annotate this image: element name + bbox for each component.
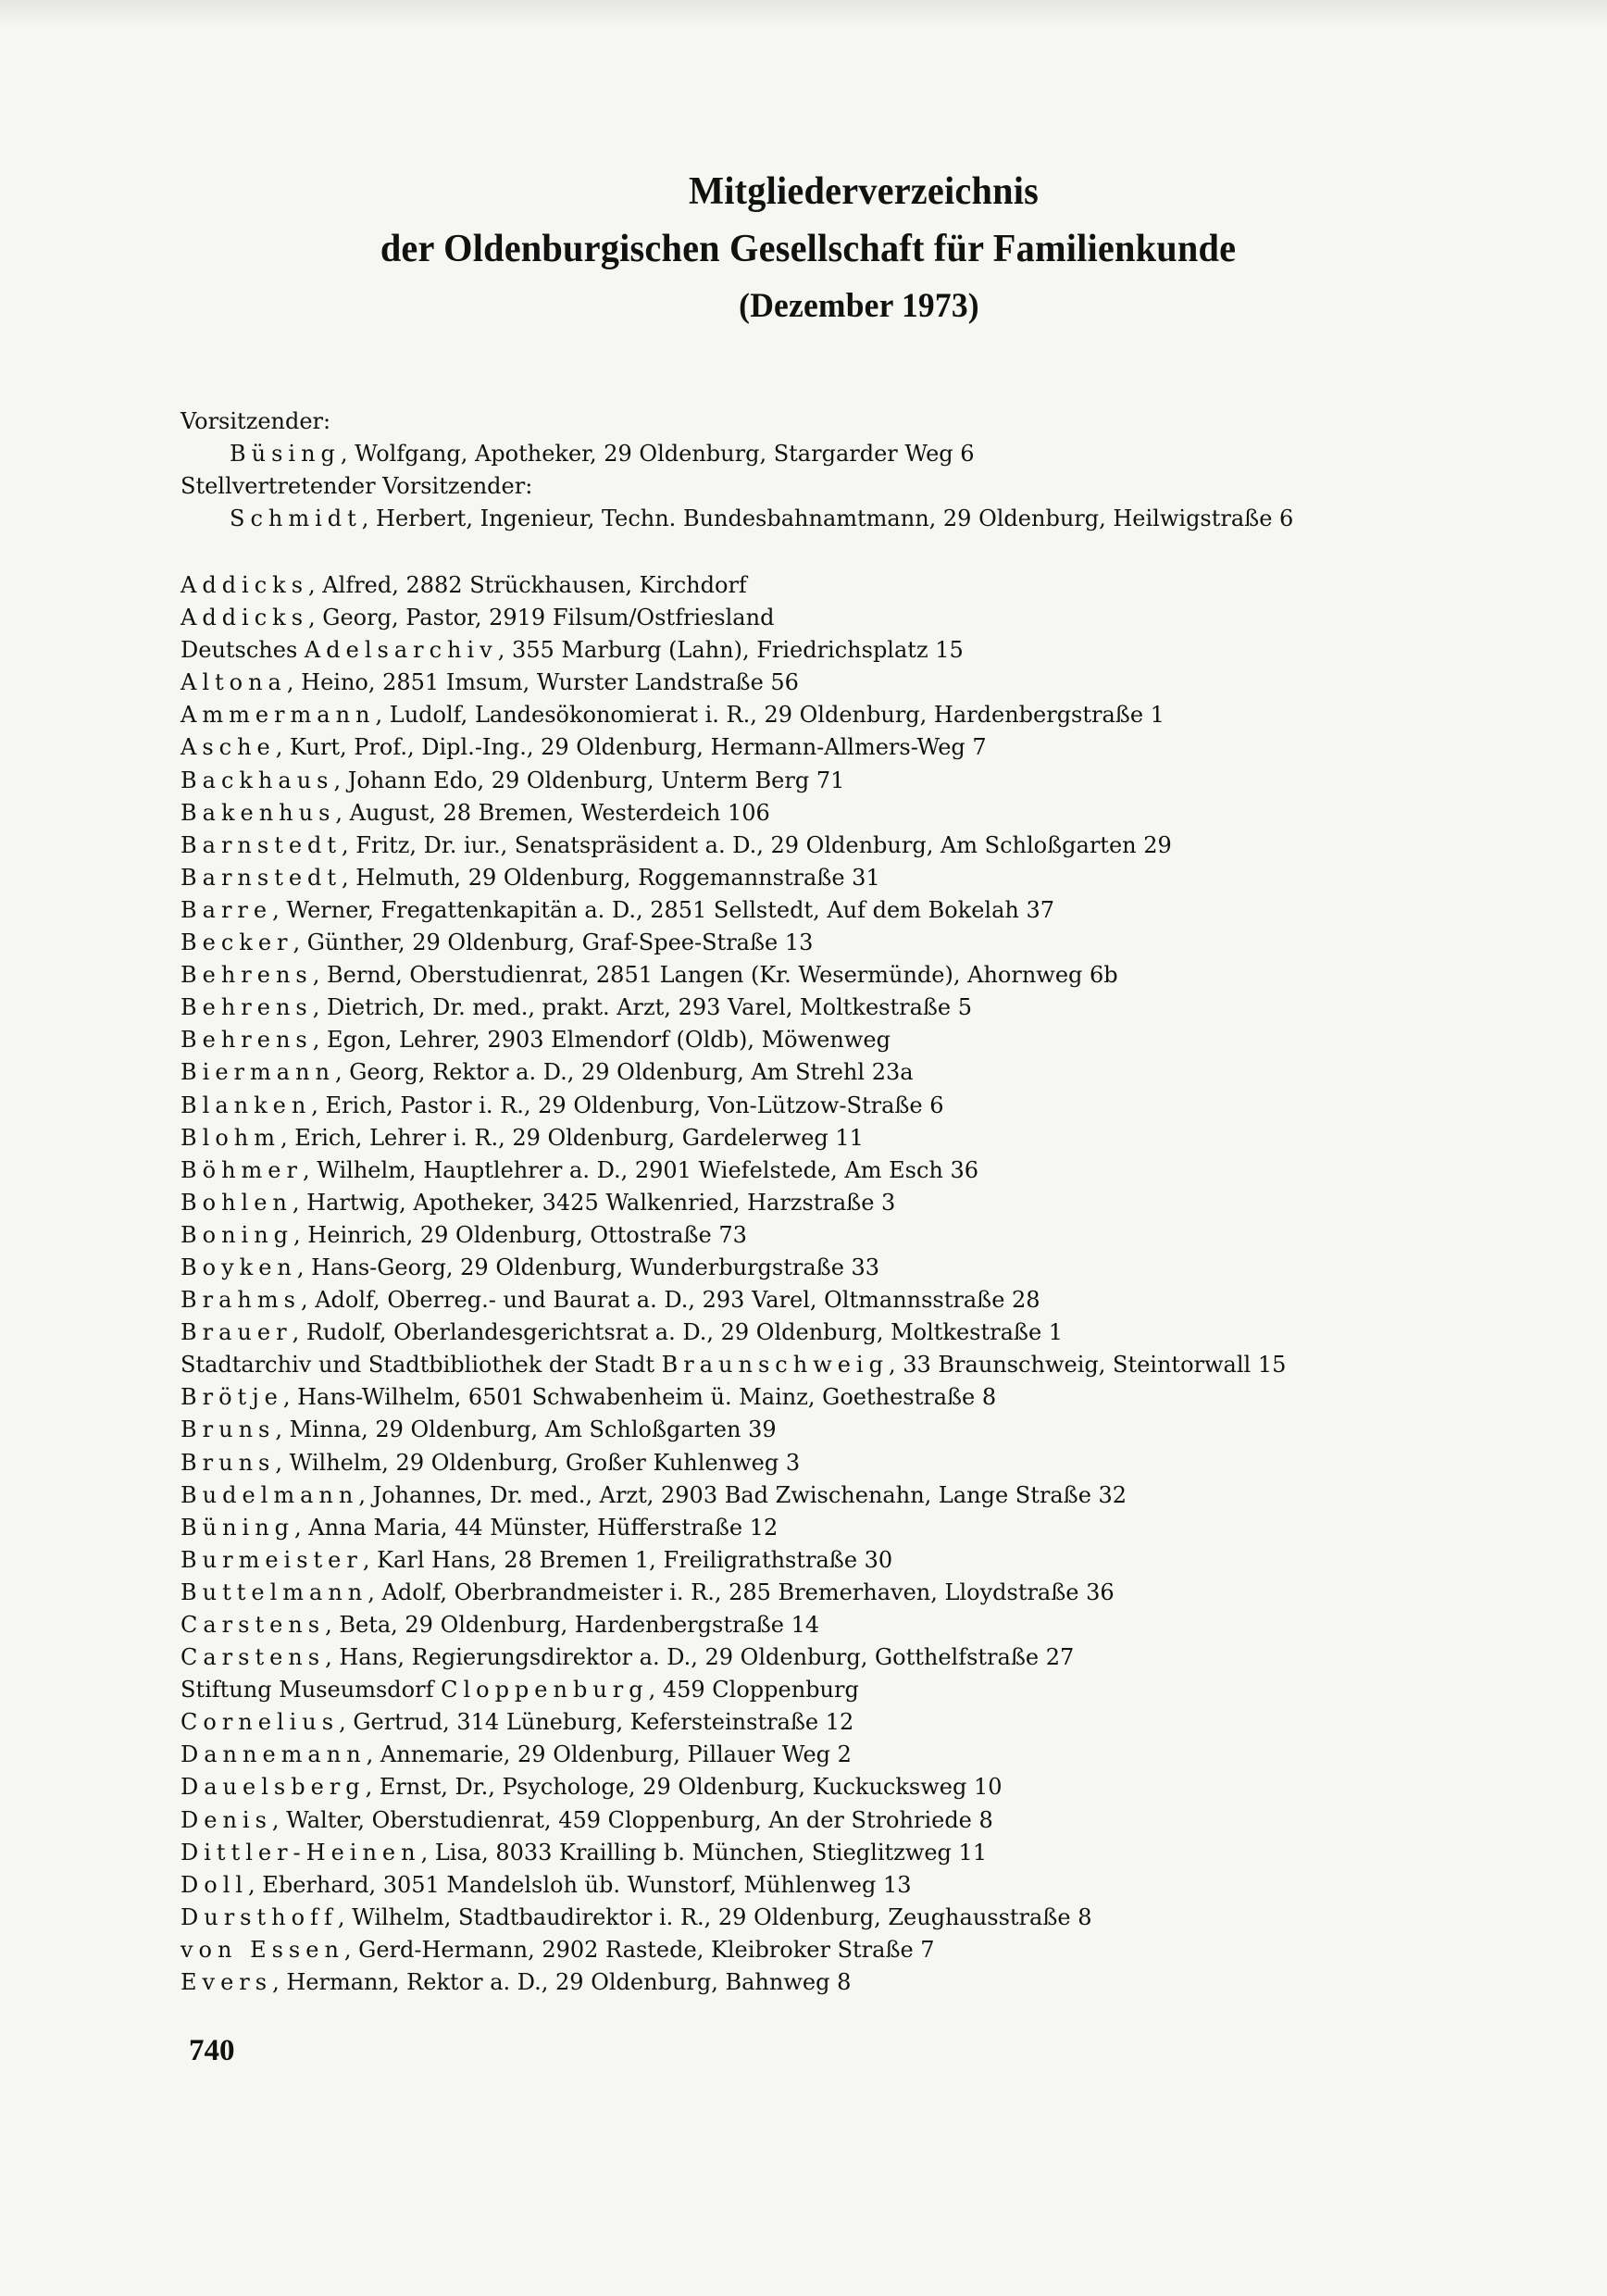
member-surname: Büning [181, 1514, 295, 1541]
member-details: , Ernst, Dr., Psychologe, 29 Oldenburg, Kuckucksweg 10 [365, 1774, 1003, 1801]
title-block [0, 163, 1607, 335]
member-entry [181, 1641, 1476, 1674]
member-entry [181, 765, 1476, 797]
member-surname: Bruns [181, 1449, 276, 1476]
member-surname: Carstens [181, 1644, 326, 1671]
member-entry [181, 1804, 1476, 1837]
member-details: , Gerd-Hermann, 2902 Rastede, Kleibroker Straße 7 [343, 1936, 935, 1963]
member-surname: Addicks [181, 605, 309, 631]
member-details: , Minna, 29 Oldenburg, Am Schloßgarten 39 [275, 1416, 777, 1443]
member-surname: Addicks [181, 572, 309, 598]
member-details: , Anna Maria, 44 Münster, Hüfferstraße 12 [294, 1514, 779, 1541]
member-details: , Lisa, 8033 Krailling b. München, Stieglitzweg 11 [420, 1839, 988, 1866]
member-details: , Bernd, Oberstudienrat, 2851 Langen (Kr. Wesermünde), Ahornweg 6b [312, 962, 1118, 989]
title-line-3: (Dezember 1973) [739, 287, 979, 325]
member-prefix: Deutsches [181, 637, 305, 664]
member-entry [181, 1577, 1476, 1609]
member-details: , Heino, 2851 Imsum, Wurster Landstraße 56 [286, 669, 799, 696]
member-surname: Dursthoff [181, 1903, 338, 1930]
member-surname: von Essen [181, 1936, 344, 1963]
member-surname: Brötje [181, 1384, 283, 1411]
member-details: , Gertrud, 314 Lüneburg, Kefersteinstraße 12 [339, 1709, 854, 1736]
member-details: , Egon, Lehrer, 2903 Elmendorf (Oldb), Möwenweg [312, 1027, 891, 1054]
member-surname: Denis [181, 1806, 272, 1833]
member-entry [181, 731, 1476, 764]
member-entry [181, 1934, 1476, 1966]
member-details: , Hans-Georg, 29 Oldenburg, Wunderburgstraße 33 [296, 1254, 880, 1280]
member-details: , Kurt, Prof., Dipl.-Ing., 29 Oldenburg, Hermann-Allmers-Weg 7 [275, 734, 987, 761]
member-entry [181, 1414, 1476, 1446]
member-entry [181, 1090, 1476, 1122]
officer-heading: Vorsitzender: [181, 408, 331, 434]
member-entry [181, 992, 1476, 1024]
member-surname: Adelsarchiv [304, 637, 498, 664]
member-details: , Günther, 29 Oldenburg, Graf-Spee-Straße 13 [293, 930, 814, 956]
member-entry [181, 830, 1476, 862]
member-details: , Hermann, Rektor a. D., 29 Oldenburg, Bahnweg 8 [272, 1969, 852, 1996]
member-entry [181, 1024, 1476, 1056]
member-entry [181, 1187, 1476, 1219]
member-surname: Barnstedt [181, 864, 343, 891]
member-details: , Karl Hans, 28 Bremen 1, Freiligrathstraße 30 [362, 1546, 893, 1573]
title-line-2: der Oldenburgischen Gesellschaft für Familienkunde [380, 228, 1237, 270]
member-entry [181, 699, 1476, 731]
member-surname: Behrens [181, 994, 313, 1021]
member-details: , Alfred, 2882 Strückhausen, Kirchdorf [308, 572, 747, 598]
member-surname: Behrens [181, 962, 313, 989]
member-surname: Blohm [181, 1124, 280, 1151]
member-entry [181, 1609, 1476, 1641]
member-surname: Bohlen [181, 1189, 293, 1216]
member-entry [181, 1056, 1476, 1089]
officer-row [181, 470, 1476, 503]
member-surname: Bakenhus [181, 799, 336, 826]
member-details: , Wilhelm, 29 Oldenburg, Großer Kuhlenweg 3 [275, 1449, 801, 1476]
member-prefix: Stiftung Museumsdorf [181, 1677, 442, 1703]
member-details: , 459 Cloppenburg [648, 1677, 859, 1703]
member-entry [181, 1837, 1476, 1869]
member-entry [181, 1674, 1476, 1706]
member-details: , Heinrich, 29 Oldenburg, Ottostraße 73 [293, 1221, 747, 1248]
member-details: , Fritz, Dr. iur., Senatspräsident a. D., 29 Oldenburg, Am Schloßgarten 29 [342, 831, 1172, 858]
member-details: , Beta, 29 Oldenburg, Hardenbergstraße 14 [325, 1612, 820, 1638]
member-surname: Blanken [181, 1092, 312, 1118]
member-details: , Ludolf, Landesökonomierat i. R., 29 Oldenburg, Hardenbergstraße 1 [375, 702, 1165, 729]
member-details: , Wilhelm, Hauptlehrer a. D., 2901 Wiefelstede, Am Esch 36 [302, 1156, 979, 1183]
member-details: , Hans, Regierungsdirektor a. D., 29 Oldenburg, Gotthelfstraße 27 [325, 1644, 1075, 1671]
member-surname: Burmeister [181, 1546, 363, 1573]
member-details: , Annemarie, 29 Oldenburg, Pillauer Weg 2 [366, 1741, 852, 1768]
member-surname: Dannemann [181, 1741, 367, 1768]
member-surname: Barre [181, 896, 273, 923]
member-details: , Rudolf, Oberlandesgerichtsrat a. D., 29 Oldenburg, Moltkestraße 1 [292, 1319, 1064, 1346]
member-details: , Hartwig, Apotheker, 3425 Walkenried, Harzstraße 3 [292, 1189, 896, 1216]
officer-surname: Büsing [230, 441, 341, 467]
officers-list [181, 406, 1476, 535]
member-entry [181, 1284, 1476, 1316]
member-details: , Erich, Lehrer i. R., 29 Oldenburg, Gardelerweg 11 [280, 1124, 864, 1151]
member-entry [181, 927, 1476, 959]
member-surname: Ammermann [181, 702, 376, 729]
member-surname: Buttelmann [181, 1578, 368, 1605]
members-list [181, 569, 1476, 1999]
member-entry [181, 602, 1476, 634]
page-number: 740 [189, 2034, 235, 2067]
member-entry [181, 569, 1476, 602]
member-details: , Dietrich, Dr. med., prakt. Arzt, 293 Varel, Moltkestraße 5 [312, 994, 973, 1021]
member-surname: Budelmann [181, 1481, 359, 1508]
member-surname: Boyken [181, 1254, 297, 1280]
member-entry [181, 862, 1476, 894]
member-surname: Evers [181, 1969, 273, 1996]
officer-heading: Stellvertretender Vorsitzender: [181, 473, 533, 499]
member-details: , 355 Marburg (Lahn), Friedrichsplatz 15 [497, 637, 964, 664]
member-surname: Biermann [181, 1059, 335, 1086]
member-entry [181, 1447, 1476, 1479]
officer-row [181, 438, 1476, 470]
member-surname: Dauelsberg [181, 1774, 366, 1801]
member-details: , Johann Edo, 29 Oldenburg, Unterm Berg 71 [333, 767, 845, 793]
member-entry [181, 1739, 1476, 1771]
member-surname: Brauer [181, 1319, 293, 1346]
member-surname: Braunschweig [661, 1352, 889, 1379]
member-entry [181, 1154, 1476, 1187]
member-entry [181, 1512, 1476, 1544]
member-details: , Wilhelm, Stadtbaudirektor i. R., 29 Oldenburg, Zeughausstraße 8 [337, 1903, 1092, 1930]
member-entry [181, 1479, 1476, 1512]
member-details: , Georg, Rektor a. D., 29 Oldenburg, Am Strehl 23a [334, 1059, 914, 1086]
member-entry [181, 1706, 1476, 1739]
member-surname: Backhaus [181, 767, 334, 793]
member-entry [181, 797, 1476, 830]
member-surname: Asche [181, 734, 276, 761]
member-details: , Eberhard, 3051 Mandelsloh üb. Wunstorf, Mühlenweg 13 [248, 1871, 912, 1898]
member-entry [181, 1771, 1476, 1803]
member-surname: Carstens [181, 1612, 326, 1638]
officer-row [181, 406, 1476, 438]
member-surname: Barnstedt [181, 831, 343, 858]
member-entry [181, 1869, 1476, 1902]
member-entry [181, 1902, 1476, 1934]
member-details: , August, 28 Bremen, Westerdeich 106 [335, 799, 770, 826]
member-surname: Cornelius [181, 1709, 340, 1736]
member-entry [181, 1122, 1476, 1154]
member-entry [181, 1252, 1476, 1284]
member-details: , Erich, Pastor i. R., 29 Oldenburg, Von-Lützow-Straße 6 [311, 1092, 944, 1118]
member-entry [181, 634, 1476, 667]
member-details: , Adolf, Oberbrandmeister i. R., 285 Bremerhaven, Lloydstraße 36 [367, 1578, 1115, 1605]
member-entry [181, 667, 1476, 699]
member-entry [181, 894, 1476, 927]
officer-row [181, 503, 1476, 535]
member-details: , 33 Braunschweig, Steintorwall 15 [888, 1352, 1287, 1379]
member-surname: Böhmer [181, 1156, 303, 1183]
member-surname: Becker [181, 930, 293, 956]
member-entry [181, 1966, 1476, 1999]
member-details: , Walter, Oberstudienrat, 459 Cloppenburg, An der Strohriede 8 [271, 1806, 993, 1833]
member-details: , Werner, Fregattenkapitän a. D., 2851 Sellstedt, Auf dem Bokelah 37 [272, 896, 1055, 923]
member-surname: Bruns [181, 1416, 276, 1443]
member-details: , Georg, Pastor, 2919 Filsum/Ostfriesland [308, 605, 775, 631]
member-entry [181, 1544, 1476, 1577]
member-details: , Hans-Wilhelm, 6501 Schwabenheim ü. Mainz, Goethestraße 8 [282, 1384, 997, 1411]
member-surname: Doll [181, 1871, 249, 1898]
officer-details: , Herbert, Ingenieur, Techn. Bundesbahnamtmann, 29 Oldenburg, Heilwigstraße 6 [361, 505, 1294, 531]
member-details: , Adolf, Oberreg.- und Baurat a. D., 293 Varel, Oltmannsstraße 28 [300, 1287, 1040, 1314]
member-entry [181, 1219, 1476, 1252]
member-entry [181, 1381, 1476, 1414]
member-surname: Behrens [181, 1027, 313, 1054]
member-details: , Helmuth, 29 Oldenburg, Roggemannstraße 31 [342, 864, 880, 891]
page-fold-shadow [0, 0, 1607, 28]
member-surname: Brahms [181, 1287, 301, 1314]
officer-surname: Schmidt [230, 505, 362, 531]
member-prefix: Stadtarchiv und Stadtbibliothek der Stadt [181, 1352, 662, 1379]
title-line-1: Mitgliederverzeichnis [689, 170, 1039, 213]
member-surname: Dittler-Heinen [181, 1839, 421, 1866]
member-entry [181, 1349, 1476, 1381]
member-details: , Johannes, Dr. med., Arzt, 2903 Bad Zwischenahn, Lange Straße 32 [358, 1481, 1127, 1508]
member-surname: Cloppenburg [441, 1677, 649, 1703]
member-surname: Boning [181, 1221, 294, 1248]
member-surname: Altona [181, 669, 287, 696]
member-entry [181, 959, 1476, 992]
officer-details: , Wolfgang, Apotheker, 29 Oldenburg, Stargarder Weg 6 [340, 441, 975, 467]
member-entry [181, 1316, 1476, 1349]
